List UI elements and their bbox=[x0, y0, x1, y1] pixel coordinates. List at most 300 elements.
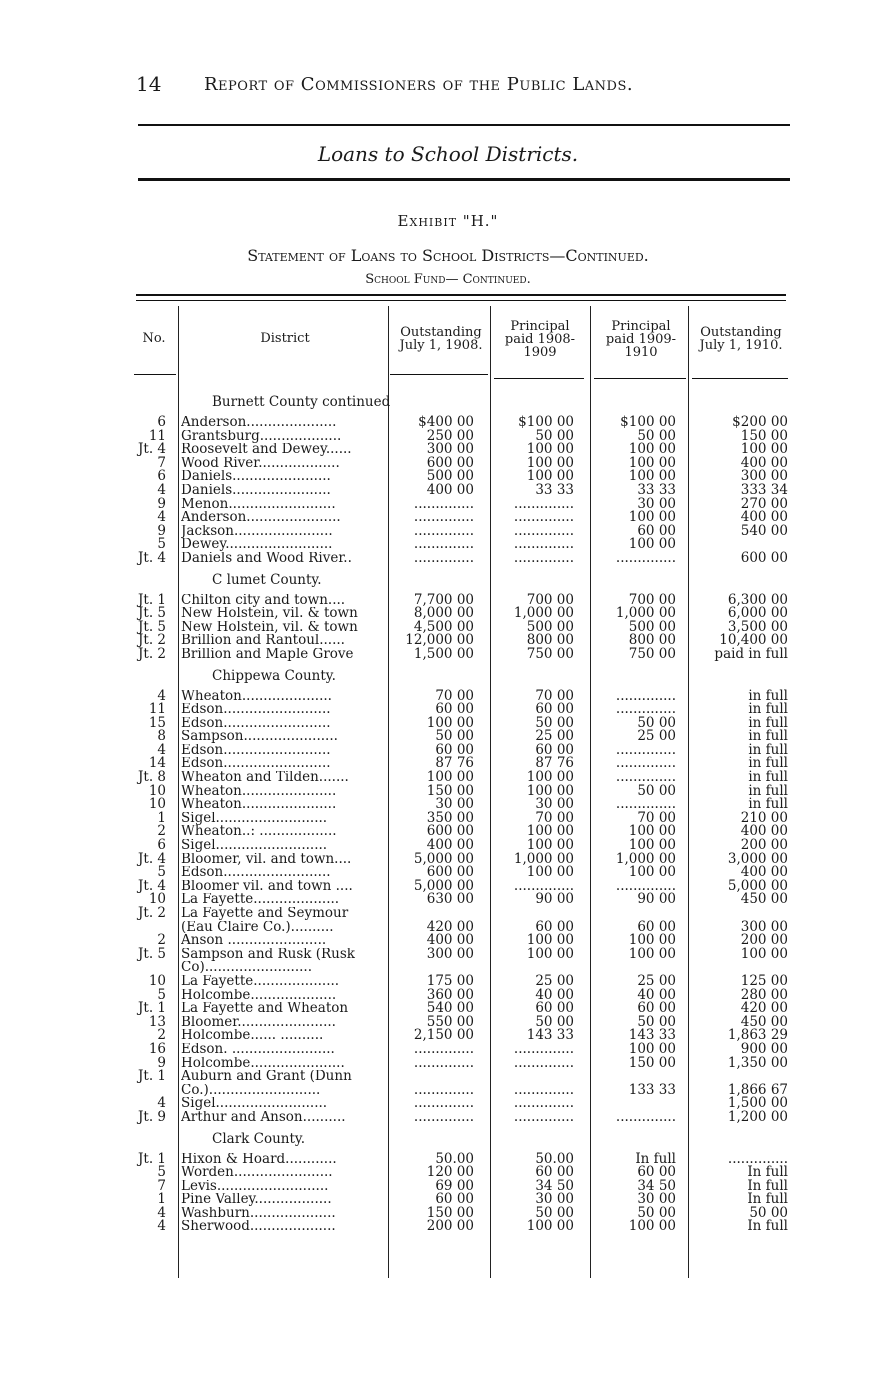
outstanding-1910: 6,000 00 bbox=[727, 605, 788, 622]
outstanding-1908: .............. bbox=[413, 522, 474, 539]
outstanding-1908: 400 00 bbox=[426, 837, 474, 854]
paid-1909-1910: 100 00 bbox=[628, 837, 676, 854]
paid-1908-1909: 100 00 bbox=[526, 782, 574, 799]
paid-1909-1910: 133 33 bbox=[628, 1081, 676, 1098]
district-name: Sigel.......................... bbox=[181, 1097, 328, 1111]
district-name: Anderson..................... bbox=[181, 416, 337, 430]
col-head-outstanding-1910: Outstanding July 1, 1910. bbox=[699, 325, 783, 353]
county-name: Chippewa County. bbox=[212, 667, 336, 684]
outstanding-1910: in full bbox=[748, 741, 788, 758]
outstanding-1910: 400 00 bbox=[740, 509, 788, 526]
paid-1908-1909: 1,000 00 bbox=[513, 605, 574, 622]
district-name: Wheaton...................... bbox=[181, 784, 337, 799]
outstanding-1908: 100 00 bbox=[426, 769, 474, 786]
district-name: Brillion and Rantoul...... bbox=[181, 634, 345, 648]
outstanding-1910: paid in full bbox=[714, 645, 788, 662]
outstanding-1910: in full bbox=[748, 769, 788, 786]
row-number: 5 bbox=[157, 986, 166, 1003]
paid-1908-1909: .............. bbox=[513, 1054, 574, 1071]
paid-1908-1909: 50 00 bbox=[535, 427, 574, 444]
table-top-rule-2 bbox=[136, 300, 786, 301]
paid-1908-1909: 500 00 bbox=[526, 618, 574, 635]
outstanding-1910: 420 00 bbox=[740, 1000, 788, 1017]
outstanding-1908: 5,000 00 bbox=[413, 850, 474, 867]
outstanding-1910: 1,863 29 bbox=[727, 1027, 788, 1044]
paid-1908-1909: 60 00 bbox=[535, 741, 574, 758]
district-name: La Fayette and Seymour bbox=[181, 907, 349, 921]
paid-1909-1910: 50 00 bbox=[637, 782, 676, 799]
outstanding-1908: 7,700 00 bbox=[413, 591, 474, 608]
district-name: Edson......................... bbox=[181, 716, 331, 731]
row-number: 10 bbox=[148, 782, 166, 799]
row-number: 4 bbox=[157, 687, 166, 704]
outstanding-1910: 6,300 00 bbox=[727, 591, 788, 608]
district-name: Hixon & Hoard............ bbox=[181, 1152, 337, 1167]
paid-1909-1910: 100 00 bbox=[628, 864, 676, 881]
outstanding-1910: 270 00 bbox=[740, 495, 788, 512]
paid-1908-1909: 50 00 bbox=[535, 1204, 574, 1221]
county-heading bbox=[128, 1125, 792, 1153]
outstanding-1908: 175 00 bbox=[426, 972, 474, 989]
outstanding-1908: 420 00 bbox=[426, 918, 474, 935]
top-rule bbox=[138, 124, 790, 126]
paid-1908-1909: 800 00 bbox=[526, 632, 574, 649]
row-number: Jt. 8 bbox=[137, 769, 166, 786]
paid-1908-1909: .............. bbox=[513, 1095, 574, 1112]
district-name: Sigel.......................... bbox=[181, 811, 328, 826]
outstanding-1908: 630 00 bbox=[426, 891, 474, 908]
outstanding-1910: in full bbox=[748, 796, 788, 813]
outstanding-1910: 400 00 bbox=[740, 454, 788, 471]
outstanding-1910: 400 00 bbox=[740, 864, 788, 881]
row-number: Jt. 2 bbox=[137, 905, 166, 921]
district-name: Worden....................... bbox=[181, 1166, 333, 1180]
paid-1908-1909: 50 00 bbox=[535, 1013, 574, 1030]
row-number: Jt. 2 bbox=[137, 645, 166, 662]
row-number: 10 bbox=[148, 891, 166, 908]
paid-1908-1909: 100 00 bbox=[526, 932, 574, 949]
row-number: Jt. 4 bbox=[137, 877, 166, 894]
row-number: 10 bbox=[148, 796, 166, 813]
outstanding-1910: 300 00 bbox=[740, 468, 788, 485]
outstanding-1910: In full bbox=[747, 1177, 788, 1194]
outstanding-1910: 5,000 00 bbox=[727, 877, 788, 894]
outstanding-1908: 350 00 bbox=[426, 809, 474, 826]
paid-1909-1910: 50 00 bbox=[637, 1013, 676, 1030]
paid-1909-1910: 700 00 bbox=[628, 591, 676, 608]
paid-1909-1910: 40 00 bbox=[637, 986, 676, 1003]
paid-1908-1909: 100 00 bbox=[526, 837, 574, 854]
district-name: Anderson...................... bbox=[181, 511, 341, 525]
row-number: Jt. 5 bbox=[137, 945, 166, 962]
table-row bbox=[128, 549, 792, 566]
row-number: Jt. 9 bbox=[137, 1108, 166, 1125]
outstanding-1908: 300 00 bbox=[426, 945, 474, 962]
row-number: Jt. 1 bbox=[137, 1150, 166, 1167]
outstanding-1908: 600 00 bbox=[426, 864, 474, 881]
paid-1909-1910: 60 00 bbox=[637, 918, 676, 935]
district-name: Sigel.......................... bbox=[181, 839, 328, 853]
outstanding-1908: .............. bbox=[413, 1054, 474, 1071]
county-name: C lumet County. bbox=[212, 571, 322, 588]
table-row bbox=[128, 645, 792, 662]
row-number: 6 bbox=[157, 414, 166, 430]
header-under-rule-5 bbox=[692, 378, 788, 379]
row-number: 11 bbox=[148, 701, 166, 718]
district-name: Edson......................... bbox=[181, 866, 331, 880]
outstanding-1910: in full bbox=[748, 728, 788, 745]
district-name: Wheaton and Tilden....... bbox=[181, 771, 349, 785]
row-number: 15 bbox=[148, 714, 166, 731]
outstanding-1908: 60 00 bbox=[435, 741, 474, 758]
paid-1909-1910: 100 00 bbox=[628, 1040, 676, 1057]
row-number: 2 bbox=[157, 932, 166, 949]
section-title: Loans to School Districts. bbox=[317, 142, 579, 166]
row-number: 10 bbox=[148, 972, 166, 989]
row-number: 13 bbox=[148, 1013, 166, 1030]
statement-title: Statement of Loans to School Districts—Continued. bbox=[247, 246, 649, 265]
paid-1909-1910: 34 50 bbox=[637, 1177, 676, 1194]
outstanding-1910: 1,500 00 bbox=[727, 1095, 788, 1112]
running-title: Report of Commissioners of the Public Lands. bbox=[204, 74, 634, 95]
outstanding-1910: In full bbox=[747, 1218, 788, 1235]
paid-1908-1909: 100 00 bbox=[526, 1218, 574, 1235]
district-name: Sampson...................... bbox=[181, 730, 338, 744]
paid-1909-1910: 50 00 bbox=[637, 427, 676, 444]
outstanding-1910: $200 00 bbox=[732, 414, 788, 430]
exhibit-label: Exhibit "H." bbox=[397, 212, 499, 230]
district-name: New Holstein, vil. & town bbox=[181, 620, 358, 635]
paid-1908-1909: 60 00 bbox=[535, 1000, 574, 1017]
table-row bbox=[128, 1054, 792, 1071]
outstanding-1908: $400 00 bbox=[418, 414, 474, 430]
paid-1908-1909: 100 00 bbox=[526, 864, 574, 881]
outstanding-1910: 1,866 67 bbox=[727, 1081, 788, 1098]
row-number: 16 bbox=[148, 1040, 166, 1057]
paid-1909-1910: 100 00 bbox=[628, 932, 676, 949]
district-name: Co)......................... bbox=[181, 961, 313, 975]
county-name: Clark County. bbox=[212, 1130, 306, 1147]
outstanding-1908: 87 76 bbox=[435, 755, 474, 772]
outstanding-1908: 120 00 bbox=[426, 1164, 474, 1181]
outstanding-1908: 300 00 bbox=[426, 441, 474, 458]
table-row bbox=[128, 945, 792, 962]
row-number: 4 bbox=[157, 1204, 166, 1221]
row-number: 9 bbox=[157, 1054, 166, 1071]
header-under-rule-1 bbox=[134, 374, 176, 375]
district-name: Wood River................... bbox=[181, 456, 340, 471]
row-number: 1 bbox=[157, 1191, 166, 1208]
district-name: Bloomer....................... bbox=[181, 1015, 336, 1030]
outstanding-1908: .............. bbox=[413, 549, 474, 566]
paid-1909-1910: 33 33 bbox=[637, 481, 676, 498]
paid-1909-1910: 90 00 bbox=[637, 891, 676, 908]
paid-1909-1910: 100 00 bbox=[628, 441, 676, 458]
row-number: 7 bbox=[157, 1177, 166, 1194]
outstanding-1910: 450 00 bbox=[740, 891, 788, 908]
outstanding-1910: 280 00 bbox=[740, 986, 788, 1003]
outstanding-1908: 360 00 bbox=[426, 986, 474, 1003]
paid-1909-1910: 30 00 bbox=[637, 495, 676, 512]
paid-1909-1910: 750 00 bbox=[628, 645, 676, 662]
page-number: 14 bbox=[136, 72, 162, 96]
paid-1908-1909: 90 00 bbox=[535, 891, 574, 908]
outstanding-1908: .............. bbox=[413, 1108, 474, 1125]
paid-1908-1909: 1,000 00 bbox=[513, 850, 574, 867]
row-number: Jt. 1 bbox=[137, 1068, 166, 1085]
district-name: Wheaton..................... bbox=[181, 689, 332, 704]
district-name: Levis.......................... bbox=[181, 1179, 329, 1194]
outstanding-1910: In full bbox=[747, 1191, 788, 1208]
district-name: La Fayette.................... bbox=[181, 893, 340, 907]
row-number: Jt. 4 bbox=[137, 850, 166, 867]
outstanding-1910: 100 00 bbox=[740, 945, 788, 962]
paid-1908-1909: .............. bbox=[513, 549, 574, 566]
paid-1909-1910: .............. bbox=[615, 701, 676, 718]
outstanding-1908: 100 00 bbox=[426, 714, 474, 731]
paid-1908-1909: 100 00 bbox=[526, 769, 574, 786]
paid-1908-1909: 143 33 bbox=[526, 1027, 574, 1044]
outstanding-1910: 600 00 bbox=[740, 549, 788, 566]
row-number: 7 bbox=[157, 454, 166, 471]
outstanding-1910: in full bbox=[748, 701, 788, 718]
paid-1908-1909: 50.00 bbox=[535, 1150, 574, 1167]
paid-1909-1910: 70 00 bbox=[637, 809, 676, 826]
paid-1909-1910: 100 00 bbox=[628, 454, 676, 471]
outstanding-1908: 69 00 bbox=[435, 1177, 474, 1194]
outstanding-1908: 500 00 bbox=[426, 468, 474, 485]
district-name: Holcombe.................... bbox=[181, 988, 337, 1003]
outstanding-1908: 50 00 bbox=[435, 728, 474, 745]
row-number: 11 bbox=[148, 427, 166, 444]
outstanding-1908: 150 00 bbox=[426, 1204, 474, 1221]
paid-1909-1910: .............. bbox=[615, 755, 676, 772]
paid-1909-1910: 150 00 bbox=[628, 1054, 676, 1071]
row-number: Jt. 5 bbox=[137, 605, 166, 622]
paid-1909-1910: In full bbox=[635, 1150, 676, 1167]
paid-1909-1910: 25 00 bbox=[637, 972, 676, 989]
outstanding-1908: 60 00 bbox=[435, 1191, 474, 1208]
col-head-outstanding-1908: Outstanding July 1, 1908. bbox=[399, 325, 483, 353]
outstanding-1908: 50.00 bbox=[435, 1150, 474, 1167]
district-name: Edson......................... bbox=[181, 743, 331, 758]
district-name: Edson......................... bbox=[181, 757, 331, 772]
header-under-rule-2 bbox=[390, 374, 488, 375]
row-number: 4 bbox=[157, 481, 166, 498]
outstanding-1908: 30 00 bbox=[435, 796, 474, 813]
paid-1909-1910: 25 00 bbox=[637, 728, 676, 745]
outstanding-1908: .............. bbox=[413, 495, 474, 512]
outstanding-1908: 200 00 bbox=[426, 1218, 474, 1235]
outstanding-1908: .............. bbox=[413, 1081, 474, 1098]
row-number: 4 bbox=[157, 509, 166, 526]
outstanding-1908: 600 00 bbox=[426, 823, 474, 840]
row-number: 6 bbox=[157, 837, 166, 854]
outstanding-1908: 5,000 00 bbox=[413, 877, 474, 894]
col-head-no: No. bbox=[142, 331, 166, 346]
outstanding-1908: 60 00 bbox=[435, 701, 474, 718]
row-number: Jt. 5 bbox=[137, 618, 166, 635]
paid-1909-1910: 50 00 bbox=[637, 714, 676, 731]
district-name: Wheaton...................... bbox=[181, 798, 337, 812]
outstanding-1908: .............. bbox=[413, 536, 474, 553]
outstanding-1908: 4,500 00 bbox=[413, 618, 474, 635]
paid-1908-1909: 40 00 bbox=[535, 986, 574, 1003]
outstanding-1910: 100 00 bbox=[740, 441, 788, 458]
paid-1909-1910: .............. bbox=[615, 769, 676, 786]
paid-1909-1910: 50 00 bbox=[637, 1204, 676, 1221]
outstanding-1908: 540 00 bbox=[426, 1000, 474, 1017]
district-name: Daniels and Wood River.. bbox=[181, 551, 352, 566]
outstanding-1910: 50 00 bbox=[749, 1204, 788, 1221]
paid-1909-1910: 1,000 00 bbox=[615, 605, 676, 622]
outstanding-1910: in full bbox=[748, 782, 788, 799]
paid-1908-1909: 700 00 bbox=[526, 591, 574, 608]
paid-1909-1910: .............. bbox=[615, 741, 676, 758]
row-number: 8 bbox=[157, 728, 166, 745]
row-number: 5 bbox=[157, 864, 166, 881]
paid-1908-1909: 60 00 bbox=[535, 1164, 574, 1181]
district-name: (Eau Claire Co.).......... bbox=[181, 920, 334, 935]
outstanding-1910: 300 00 bbox=[740, 918, 788, 935]
outstanding-1910: .............. bbox=[727, 1150, 788, 1167]
paid-1908-1909: 750 00 bbox=[526, 645, 574, 662]
fund-subtitle: School Fund— Continued. bbox=[365, 272, 531, 287]
paid-1908-1909: .............. bbox=[513, 522, 574, 539]
paid-1909-1910: .............. bbox=[615, 877, 676, 894]
row-number: Jt. 4 bbox=[137, 441, 166, 458]
district-name: La Fayette and Wheaton bbox=[181, 1002, 349, 1016]
paid-1909-1910: 60 00 bbox=[637, 1164, 676, 1181]
paid-1908-1909: $100 00 bbox=[518, 414, 574, 430]
district-name: Daniels....................... bbox=[181, 470, 331, 484]
paid-1908-1909: 30 00 bbox=[535, 796, 574, 813]
county-heading bbox=[128, 388, 792, 416]
row-number: 5 bbox=[157, 536, 166, 553]
loans-table bbox=[128, 388, 792, 1234]
paid-1908-1909: 70 00 bbox=[535, 809, 574, 826]
paid-1908-1909: 87 76 bbox=[535, 755, 574, 772]
outstanding-1908: 400 00 bbox=[426, 481, 474, 498]
paid-1909-1910: 100 00 bbox=[628, 1218, 676, 1235]
outstanding-1908: .............. bbox=[413, 509, 474, 526]
outstanding-1910: 333 34 bbox=[740, 481, 788, 498]
paid-1909-1910: 1,000 00 bbox=[615, 850, 676, 867]
outstanding-1908: .............. bbox=[413, 1095, 474, 1112]
district-name: Washburn.................... bbox=[181, 1206, 336, 1221]
county-heading bbox=[128, 566, 792, 594]
paid-1909-1910: 100 00 bbox=[628, 823, 676, 840]
paid-1909-1910: .............. bbox=[615, 687, 676, 704]
outstanding-1910: In full bbox=[747, 1164, 788, 1181]
outstanding-1910: 125 00 bbox=[740, 972, 788, 989]
outstanding-1910: 1,350 00 bbox=[727, 1054, 788, 1071]
paid-1908-1909: 25 00 bbox=[535, 972, 574, 989]
district-name: Dewey......................... bbox=[181, 538, 333, 552]
paid-1908-1909: 60 00 bbox=[535, 918, 574, 935]
outstanding-1908: 150 00 bbox=[426, 782, 474, 799]
district-name: New Holstein, vil. & town bbox=[181, 607, 358, 621]
paid-1908-1909: 100 00 bbox=[526, 823, 574, 840]
paid-1908-1909: 25 00 bbox=[535, 728, 574, 745]
district-name: Menon......................... bbox=[181, 497, 336, 512]
paid-1908-1909: 50 00 bbox=[535, 714, 574, 731]
table-row bbox=[128, 1220, 792, 1234]
col-head-paid-1909-1910: Principal paid 1909-1910 bbox=[605, 319, 677, 360]
paid-1908-1909: .............. bbox=[513, 1108, 574, 1125]
paid-1909-1910: 100 00 bbox=[628, 509, 676, 526]
row-number: 4 bbox=[157, 741, 166, 758]
district-name: Edson. ........................ bbox=[181, 1042, 335, 1057]
paid-1909-1910: 800 00 bbox=[628, 632, 676, 649]
district-name: Arthur and Anson.......... bbox=[181, 1110, 346, 1125]
district-name: Grantsburg................... bbox=[181, 429, 342, 444]
outstanding-1910: 400 00 bbox=[740, 823, 788, 840]
outstanding-1908: 250 00 bbox=[426, 427, 474, 444]
outstanding-1910: 210 00 bbox=[740, 809, 788, 826]
paid-1909-1910: 30 00 bbox=[637, 1191, 676, 1208]
outstanding-1910: 3,000 00 bbox=[727, 850, 788, 867]
paid-1908-1909: 100 00 bbox=[526, 468, 574, 485]
section-rule bbox=[138, 178, 790, 181]
row-number: 6 bbox=[157, 468, 166, 485]
paid-1908-1909: .............. bbox=[513, 877, 574, 894]
county-heading bbox=[128, 662, 792, 690]
district-name: Bloomer, vil. and town.... bbox=[181, 852, 352, 867]
col-head-district: District bbox=[260, 331, 310, 346]
row-number: 2 bbox=[157, 1027, 166, 1044]
row-number: 1 bbox=[157, 809, 166, 826]
district-name: Co.).......................... bbox=[181, 1083, 321, 1098]
district-name: Holcombe...................... bbox=[181, 1056, 345, 1071]
district-name: Sampson and Rusk (Rusk bbox=[181, 947, 355, 962]
paid-1908-1909: .............. bbox=[513, 495, 574, 512]
paid-1909-1910: .............. bbox=[615, 549, 676, 566]
outstanding-1910: 10,400 00 bbox=[719, 632, 788, 649]
district-name: Pine Valley.................. bbox=[181, 1193, 332, 1207]
district-name: Roosevelt and Dewey...... bbox=[181, 443, 352, 457]
row-number: 9 bbox=[157, 522, 166, 539]
district-name: Jackson....................... bbox=[181, 524, 333, 539]
paid-1909-1910: 100 00 bbox=[628, 945, 676, 962]
row-number: 4 bbox=[157, 1095, 166, 1112]
district-name: Daniels....................... bbox=[181, 483, 331, 498]
outstanding-1910: 150 00 bbox=[740, 427, 788, 444]
paid-1909-1910: 100 00 bbox=[628, 536, 676, 553]
paid-1909-1910: $100 00 bbox=[620, 414, 676, 430]
outstanding-1910: in full bbox=[748, 714, 788, 731]
paid-1909-1910: .............. bbox=[615, 796, 676, 813]
row-number: 14 bbox=[148, 755, 166, 772]
table-row bbox=[128, 1108, 792, 1125]
outstanding-1908: 1,500 00 bbox=[413, 645, 474, 662]
outstanding-1910: 3,500 00 bbox=[727, 618, 788, 635]
outstanding-1908: 550 00 bbox=[426, 1013, 474, 1030]
paid-1909-1910: 60 00 bbox=[637, 1000, 676, 1017]
outstanding-1910: 200 00 bbox=[740, 932, 788, 949]
col-head-paid-1908-1909: Principal paid 1908-1909 bbox=[504, 319, 576, 360]
district-name: Holcombe...... .......... bbox=[181, 1029, 324, 1043]
paid-1908-1909: 60 00 bbox=[535, 701, 574, 718]
row-number: 5 bbox=[157, 1164, 166, 1181]
paid-1908-1909: 70 00 bbox=[535, 687, 574, 704]
paid-1908-1909: .............. bbox=[513, 1081, 574, 1098]
outstanding-1910: 900 00 bbox=[740, 1040, 788, 1057]
paid-1908-1909: 100 00 bbox=[526, 441, 574, 458]
district-name: La Fayette.................... bbox=[181, 974, 340, 989]
outstanding-1908: .............. bbox=[413, 1040, 474, 1057]
district-name: Chilton city and town.... bbox=[181, 593, 346, 608]
